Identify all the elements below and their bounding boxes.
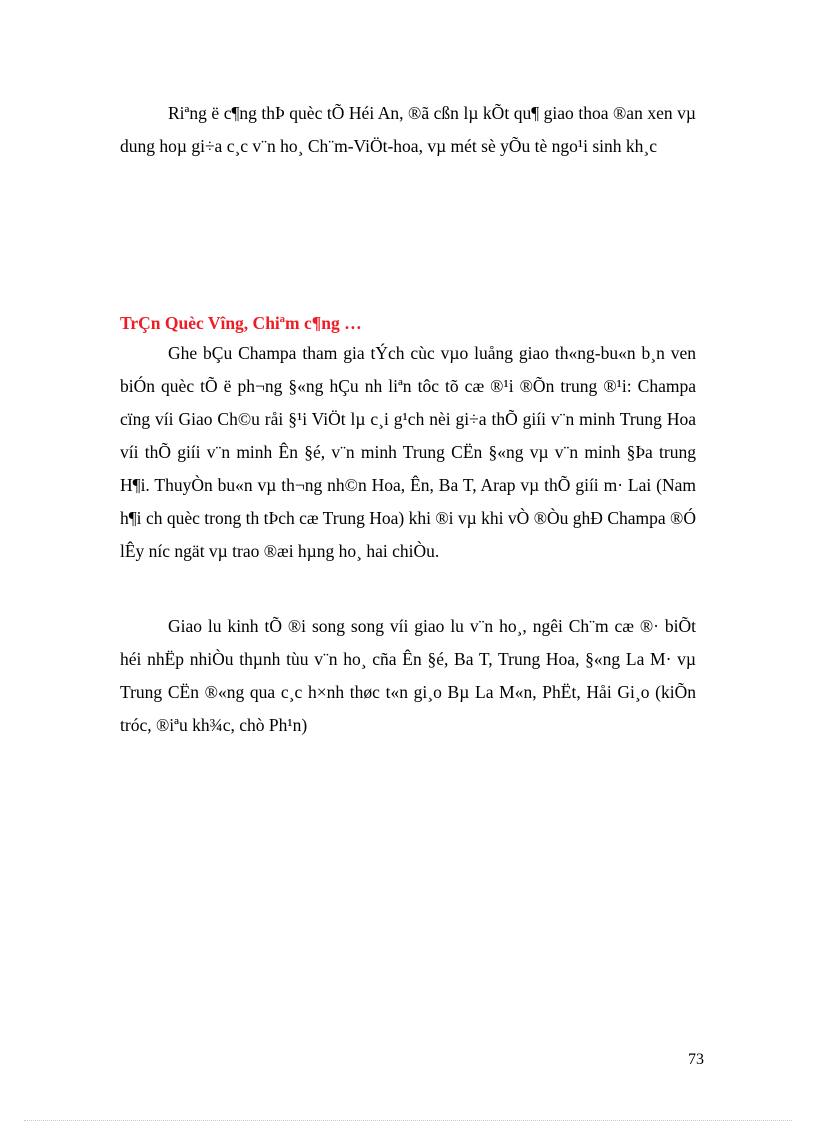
paragraph-2-text: Ghe bÇu Champa tham gia tÝch cùc vµo luång giao th«ng-bu«n b¸n ven biÓn quèc tÕ ë ph¬ng §«ng hÇu nh liªn tôc tõ cæ ®¹i ®Õn trung ®¹i: Champa cïng víi Giao Ch©u råi §¹i ViÖt lµ c¸i g¹ch nèi gi÷a thÕ giíi v¨n minh Trung Hoa víi thÕ giíi v¨n minh Ên §é, v¨n minh Trung CËn §«ng vµ v¨n minh §Þa trung H¶i. ThuyÒn bu«n vµ th¬ng nh©n Hoa, Ên, Ba T, Arap vµ thÕ giíi m· Lai (Nam h¶i ch quèc trong th tÞch cæ Trung Hoa) khi ®i vµ khi vÒ ®Òu ghÐ Champa ®Ó lÊy níc ngät vµ trao ®æi hµng ho¸ hai chiÒu. [120,343,696,561]
paragraph-3 [120,610,696,742]
paragraph-3-text: Giao lu kinh tÕ ®i song song víi giao lu v¨n ho¸, ngêi Ch¨m cæ ®· biÕt héi nhËp nhiÒu thµnh tùu v¨n ho¸ cña Ên §é, Ba T, Trung Hoa, §«ng La M· vµ Trung CËn ®«ng qua c¸c h×nh thøc t«n gi¸o Bµ La M«n, PhËt, Håi Gi¸o (kiÕn tróc, ®iªu kh¾c, chò Ph¹n) [120,616,696,735]
paragraph-1 [120,97,696,163]
section-heading: TrÇn Quèc Vîng, Chiªm c¶ng … [120,313,362,333]
page-number: 73 [688,1051,704,1068]
footer-divider [24,1120,792,1121]
paragraph-2 [120,337,696,568]
paragraph-1-text: Riªng ë c¶ng thÞ quèc tÕ Héi An, ®ã cßn lµ kÕt qu¶ giao thoa ®an xen vµ dung hoµ gi÷a c¸c v¨n ho¸ Ch¨m-ViÖt-hoa, vµ mét sè yÕu tè ngo¹i sinh kh¸c [120,103,696,156]
